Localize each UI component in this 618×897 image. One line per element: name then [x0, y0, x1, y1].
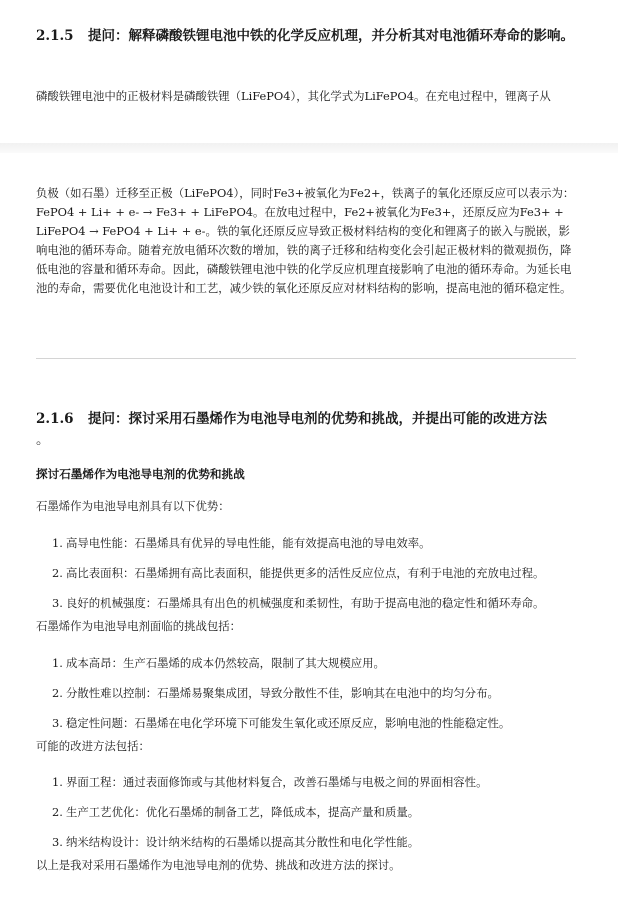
section-title: 提问：解释磷酸铁锂电池中铁的化学反应机理，并分析其对电池循环寿命的影响。: [88, 28, 574, 44]
section-2-1-5: [36, 27, 582, 45]
section-title: 提问：探讨采用石墨烯作为电池导电剂的优势和挑战，并提出可能的改进方法: [88, 411, 547, 427]
section-number: 2.1.6: [36, 411, 74, 427]
conclusion: 以上是我对采用石墨烯作为电池导电剂的优势、挑战和改进方法的探讨。: [36, 858, 401, 872]
list-item: 1. 成本高昂：生产石墨烯的成本仍然较高，限制了其大规模应用。: [52, 656, 385, 670]
section-2-1-6: [36, 409, 582, 451]
section-intro-paragraph: 磷酸铁锂电池中的正极材料是磷酸铁锂（LiFePO4），其化学式为LiFePO4。在充电过程中，锂离子从: [36, 89, 551, 103]
list-item: 1. 高导电性能：石墨烯具有优异的导电性能，能有效提高电池的导电效率。: [52, 536, 431, 550]
improvements-intro: 可能的改进方法包括：: [36, 739, 150, 753]
challenges-list: [36, 648, 582, 738]
section-divider: [36, 358, 576, 359]
advantages-intro: 石墨烯作为电池导电剂具有以下优势：: [36, 499, 230, 513]
list-item: 2. 生产工艺优化：优化石墨烯的制备工艺，降低成本，提高产量和质量。: [52, 805, 420, 819]
improvements-list: [36, 767, 582, 857]
section-number: 2.1.5: [36, 28, 74, 44]
list-item: 2. 高比表面积：石墨烯拥有高比表面积，能提供更多的活性反应位点，有利于电池的充放电过程。: [52, 566, 545, 580]
list-item: 3. 稳定性问题：石墨烯在电化学环境下可能发生氧化或还原反应，影响电池的性能稳定性。: [52, 716, 511, 730]
section-heading: [36, 409, 582, 451]
list-item: 3. 纳米结构设计：设计纳米结构的石墨烯以提高其分散性和电化学性能。: [52, 835, 420, 849]
challenges-intro: 石墨烯作为电池导电剂面临的挑战包括：: [36, 619, 242, 633]
list-item: 2. 分散性难以控制：石墨烯易聚集成团，导致分散性不佳，影响其在电池中的均匀分布。: [52, 686, 499, 700]
page-break: [0, 143, 618, 153]
advantages-list: [36, 528, 582, 618]
section-heading: [36, 27, 582, 45]
list-item: 3. 良好的机械强度：石墨烯具有出色的机械强度和柔韧性，有助于提高电池的稳定性和循环寿命。: [52, 596, 545, 610]
section-title-tail: 。: [36, 432, 50, 448]
continued-paragraph: 负极（如石墨）迁移至正极（LiFePO4），同时Fe3+被氧化为Fe2+，铁离子的氧化还原反应可以表示为：FePO4 + Li+ + e- → Fe3+ + LiFePO4。在放电过程中，Fe2+被氧化为Fe3+，还原反应为Fe3+ + LiFePO4 → FePO4 + Li+ + e-。铁的氧化还原反应导致正极材料结构的变化和锂离子的嵌入与脱嵌，影响电池的循环寿命。随着充放电循环次数的增加，铁的离子迁移和结构变化会引起正极材料的微观损伤，降低电池的容量和循环寿命。因此，磷酸铁锂电池中铁的化学反应机理直接影响了电池的循环寿命。为延长电池的寿命，需要优化电池设计和工艺，减少铁的氧化还原反应对材料结构的影响，提高电池的循环稳定性。: [36, 186, 575, 295]
subheading: 探讨石墨烯作为电池导电剂的优势和挑战: [36, 467, 245, 481]
list-item: 1. 界面工程：通过表面修饰或与其他材料复合，改善石墨烯与电极之间的界面相容性。: [52, 775, 488, 789]
